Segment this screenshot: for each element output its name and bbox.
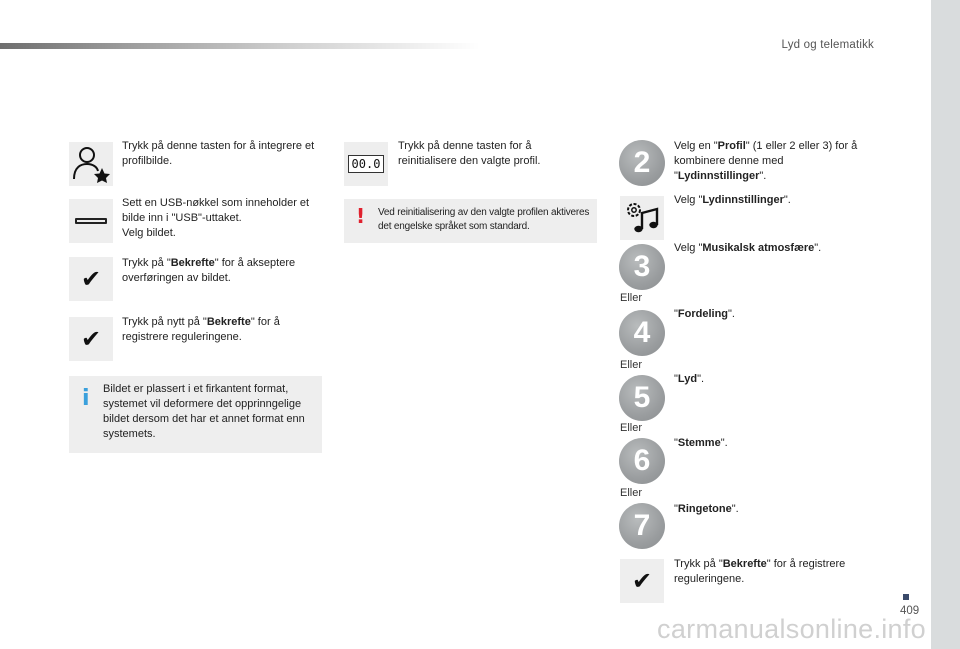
step-number-2: 2 — [619, 140, 665, 186]
page-number: 409 — [900, 605, 920, 617]
step-number-5: 5 — [619, 375, 665, 421]
info-note-text: Bildet er plassert i et firkantent format, systemet vil deformere det opprinngelige bildet dersom det har et annet format enn systemets. — [103, 383, 305, 440]
or-label: Eller — [620, 359, 643, 371]
warning-note-box — [344, 199, 597, 243]
user-star-icon[interactable] — [69, 142, 113, 186]
section-title: Lyd og telematikk — [781, 39, 874, 51]
step-accept-text: Trykk på "Bekrefte" for å akseptere overføringen av bildet. — [122, 257, 296, 284]
checkmark-icon[interactable]: ✔ — [620, 559, 664, 603]
info-note-box — [69, 376, 322, 453]
step-number-3: 3 — [619, 244, 665, 290]
checkmark-icon[interactable]: ✔ — [69, 257, 113, 301]
watermark: carmanualsonline.info — [657, 614, 926, 644]
step4-text: "Fordeling". — [674, 308, 735, 320]
step5-text: "Lyd". — [674, 373, 705, 385]
warning-note-text: Ved reinitialisering av den valgte profilen aktiveres det engelske språket som standard. — [378, 207, 590, 232]
step2-text: Velg en "Profil" (1 eller 2 eller 3) for å kombinere denne med "Lydinnstillinger". — [674, 140, 858, 182]
usb-stick-icon — [69, 199, 113, 243]
step-usb-text: Sett en USB-nøkkel som inneholder et bilde inn i "USB"-uttaket. Velg bildet. — [122, 197, 310, 239]
side-strip — [931, 0, 960, 649]
step6-text: "Stemme". — [674, 437, 728, 449]
or-label: Eller — [620, 292, 643, 304]
reset-button[interactable]: 00.0 — [344, 142, 388, 186]
step3-text: Velg "Musikalsk atmosfære". — [674, 242, 822, 254]
or-label: Eller — [620, 422, 643, 434]
reset-text: Trykk på denne tasten for å reinitialisere den valgte profil. — [398, 140, 541, 167]
or-label: Eller — [620, 487, 643, 499]
step-profile-image-text: Trykk på denne tasten for å integrere et profilbilde. — [122, 140, 315, 167]
settings-text: Velg "Lydinnstillinger". — [674, 194, 791, 206]
warning-icon: ! — [356, 204, 366, 228]
step-register-text: Trykk på nytt på "Bekrefte" for å registrere reguleringene. — [122, 316, 280, 343]
checkmark-icon[interactable]: ✔ — [69, 317, 113, 361]
info-icon: i — [82, 386, 90, 411]
step-number-7: 7 — [619, 503, 665, 549]
header-gradient-bar — [0, 43, 480, 49]
step7-text: "Ringetone". — [674, 503, 739, 515]
step-number-4: 4 — [619, 310, 665, 356]
gear-music-note-icon[interactable] — [620, 196, 664, 240]
page-marker — [903, 594, 909, 600]
step-number-6: 6 — [619, 438, 665, 484]
confirm-text: Trykk på "Bekrefte" for å registrere reguleringene. — [674, 558, 846, 585]
